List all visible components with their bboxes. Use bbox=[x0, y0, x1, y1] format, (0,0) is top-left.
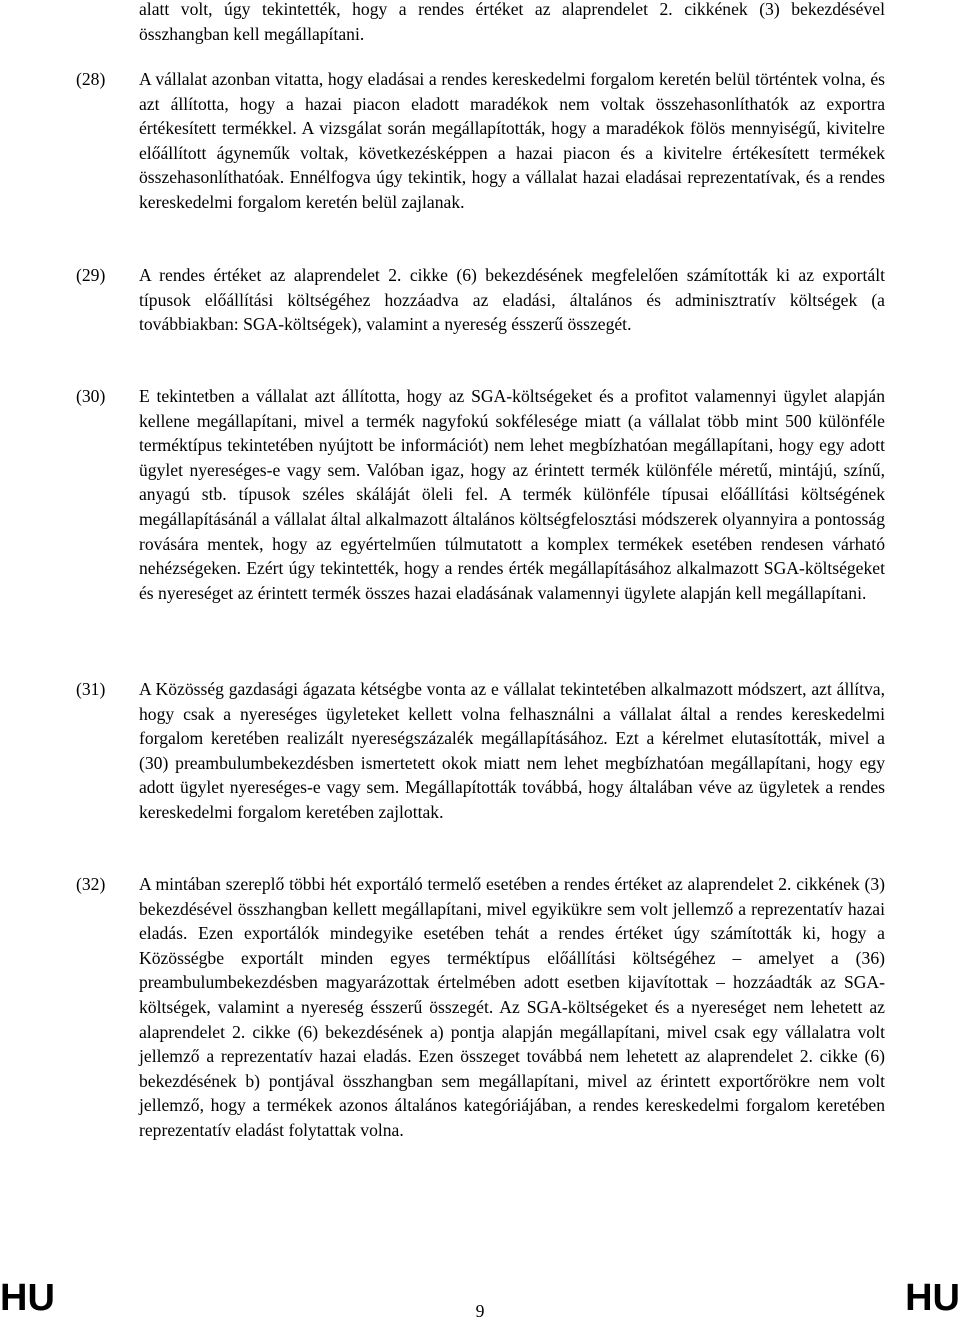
footer-language-right: HU bbox=[905, 1277, 960, 1319]
paragraph-number: (30) bbox=[76, 386, 106, 406]
paragraph-number: (28) bbox=[76, 69, 106, 89]
footer-language-left: HU bbox=[0, 1277, 55, 1319]
paragraph-text: A Közösség gazdasági ágazata kétségbe vonta az e vállalat tekintetében alkalmazott módszert, azt állítva, hogy csak a nyereséges ügyleteket kellett volna felhasználni a vállalat által a rendes kereskedelmi forgalom keretében realizált nyereségszázalék megállapításához. Ezt a kérelmet elutasították, mivel a (30) preambulumbekezdésben ismertetett okok miatt nem lehet megbízhatóan megállapítani, hogy egy adott ügylet nyereséges-e vagy sem. Megállapították továbbá, hogy általában véve az ügyletek a rendes kereskedelmi forgalom keretében zajlottak. bbox=[139, 679, 885, 822]
paragraph-text: A mintában szereplő többi hét exportáló termelő esetében a rendes értéket az alaprendelet 2. cikkének (3) bekezdésével összhangban kellett megállapítani, mivel egyikükre sem volt jellemző a reprezentatív hazai eladás. Ezen exportálók mindegyike esetében tehát a rendes értéket úgy számították ki, hogy a Közösségbe exportált minden egyes terméktípus előállítási költségéhez – amelyet a (36) preambulumbekezdésben magyarázottak értelmében adott esetben kijavítottak – hozzáadták az SGA-költségek, valamint a nyereség ésszerű összegét. Az SGA-költségeket és a nyereséget nem lehetett az alaprendelet 2. cikke (6) bekezdésének a) pontja alapján megállapítani, mivel csak egy vállalatra volt jellemző a reprezentatív hazai eladás. Ezen összeget továbbá nem lehetett az alaprendelet 2. cikke (6) bekezdésének b) pontjával összhangban sem megállapítani, mivel az érintett exportőrökre nem volt jellemző, hogy a termékek azonos általános kategóriájában, a rendes kereskedelmi forgalom keretében reprezentatív eladást folytattak volna. bbox=[139, 874, 885, 1140]
paragraph-number: (32) bbox=[76, 874, 106, 894]
paragraph-text: A rendes értéket az alaprendelet 2. cikke (6) bekezdésének megfelelően számították ki az exportált típusok előállítási költségéhez hozzáadva az eladási, általános és adminisztratív költségek (a továbbiakban: SGA-költségek), valamint a nyereség ésszerű összegét. bbox=[139, 265, 885, 335]
paragraph-number: (29) bbox=[76, 265, 106, 285]
paragraph-text: E tekintetben a vállalat azt állította, hogy az SGA-költségeket és a profitot valamennyi ügylet alapján kellene megállapítani, mivel a termék nagyfokú sokfélesége miatt (a vállalat több mint 500 különféle terméktípus tekintetében nyújtott be információt) nem lehet megbízhatóan megállapítani, hogy egy adott ügylet nyereséges-e vagy sem. Valóban igaz, hogy az érintett termék különféle méretű, mintájú, színű, anyagú stb. típusok széles skáláját öleli fel. A termék különféle típusai előállítási költségének megállapításánál a vállalat által alkalmazott általános költségfelosztási módszerek olyannyira a pontosság rovására mentek, hogy az egyértelműen túlmutatott a komplex termékek esetében rendesen várható nehézségeken. Ezért úgy tekintették, hogy a rendes érték megállapításához alkalmazott SGA-költségeket és nyereséget az érintett termék összes hazai eladásának valamennyi ügylete alapján kell megállapítani. bbox=[139, 386, 885, 603]
footer-page-number: 9 bbox=[475, 1301, 485, 1321]
paragraph-number: (31) bbox=[76, 679, 106, 699]
intro-paragraph: alatt volt, úgy tekintették, hogy a rendes értéket az alaprendelet 2. cikkének (3) bekezdésével összhangban kell megállapítani. bbox=[139, 0, 885, 44]
paragraph-text: A vállalat azonban vitatta, hogy eladásai a rendes kereskedelmi forgalom keretén belül történtek volna, és azt állította, hogy a hazai piacon eladott maradékok nem voltak összehasonlíthatók az exportra értékesített termékkel. A vizsgálat során megállapították, hogy a maradékok fölös mennyiségű, kivitelre előállított ágyneműk voltak, következésképpen a hazai piacon és a kivitelre értékesített termékek összehasonlíthatóak. Ennélfogva úgy tekintik, hogy a vállalat hazai eladásai reprezentatívak, és a rendes kereskedelmi forgalom keretén belül zajlanak. bbox=[139, 69, 885, 212]
